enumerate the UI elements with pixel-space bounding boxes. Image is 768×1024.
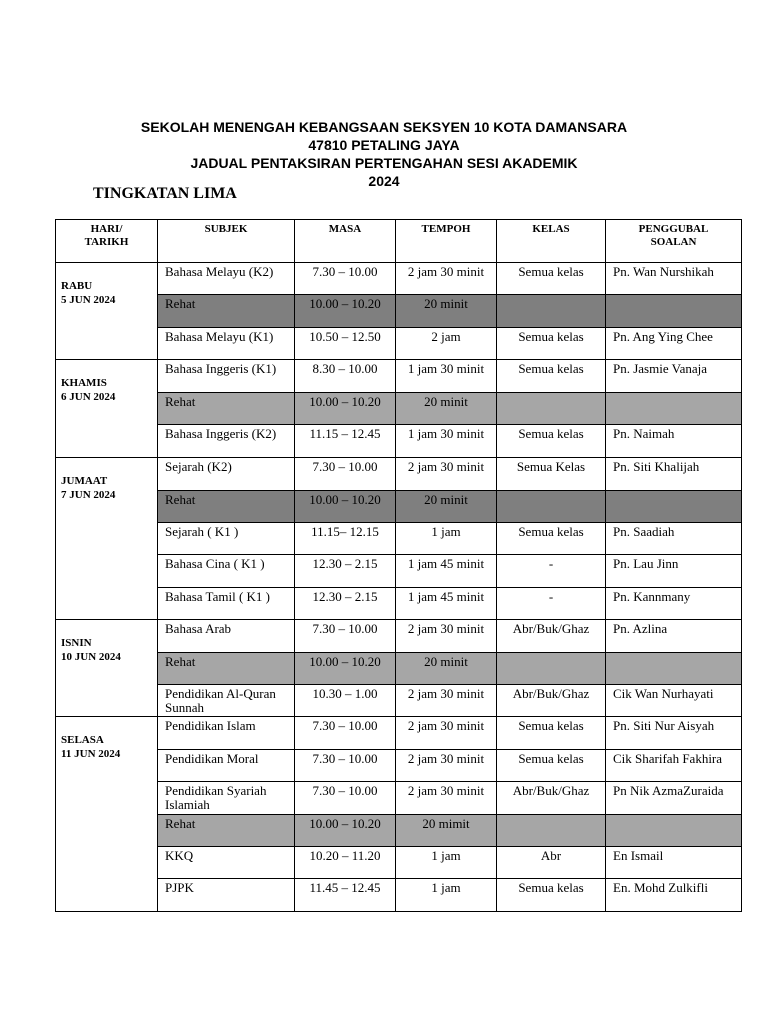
day-name: RABU	[61, 280, 93, 292]
day-name: KHAMIS	[61, 377, 107, 389]
table-row	[56, 620, 742, 653]
setter-cell	[606, 653, 742, 685]
class-cell: Semua kelas	[497, 425, 606, 458]
time-cell: 10.00 – 10.20	[295, 815, 396, 847]
time-cell: 11.45 – 12.45	[295, 879, 396, 912]
exam-schedule-table	[55, 219, 742, 912]
table-row	[56, 879, 742, 912]
duration-cell: 20 minit	[396, 295, 497, 328]
duration-cell: 2 jam 30 minit	[396, 717, 497, 750]
duration-cell: 20 minit	[396, 491, 497, 523]
duration-cell: 1 jam	[396, 523, 497, 555]
time-cell: 10.00 – 10.20	[295, 393, 396, 425]
document-title: JADUAL PENTAKSIRAN PERTENGAHAN SESI AKADEMIK	[190, 155, 578, 171]
class-cell	[497, 393, 606, 425]
header-duration: TEMPOH	[396, 220, 497, 263]
subject-cell: Rehat	[158, 393, 295, 425]
day-date: 7 JUN 2024	[61, 489, 116, 501]
setter-cell: Pn. Azlina	[606, 620, 742, 653]
time-cell: 7.30 – 10.00	[295, 620, 396, 653]
time-cell: 7.30 – 10.00	[295, 263, 396, 295]
school-address: 47810 PETALING JAYA	[308, 137, 460, 153]
setter-cell	[606, 295, 742, 328]
header-subject: SUBJEK	[158, 220, 295, 263]
time-cell: 7.30 – 10.00	[295, 458, 396, 491]
setter-cell: Cik Wan Nurhayati	[606, 685, 742, 717]
setter-cell: Cik Sharifah Fakhira	[606, 750, 742, 782]
class-cell: Abr/Buk/Ghaz	[497, 685, 606, 717]
setter-cell: Pn. Ang Ying Chee	[606, 328, 742, 360]
class-cell	[497, 653, 606, 685]
class-cell	[497, 491, 606, 523]
duration-cell: 1 jam 30 minit	[396, 425, 497, 458]
day-date: 10 JUN 2024	[61, 651, 121, 663]
subject-cell: Rehat	[158, 491, 295, 523]
schedule-body	[56, 263, 742, 912]
break-row	[56, 815, 742, 847]
duration-cell: 1 jam 45 minit	[396, 555, 497, 588]
header-setter: PENGGUBAL SOALAN	[606, 220, 742, 263]
subject-cell: Pendidikan Syariah Islamiah	[158, 782, 295, 815]
day-cell	[56, 458, 158, 620]
duration-cell: 2 jam 30 minit	[396, 750, 497, 782]
header-class: KELAS	[497, 220, 606, 263]
subject-cell: Bahasa Arab	[158, 620, 295, 653]
header-time: MASA	[295, 220, 396, 263]
table-row	[56, 782, 742, 815]
day-name: SELASA	[61, 734, 104, 746]
day-cell	[56, 717, 158, 912]
subject-cell: Bahasa Melayu (K2)	[158, 263, 295, 295]
table-row	[56, 425, 742, 458]
subject-cell: KKQ	[158, 847, 295, 879]
table-row	[56, 685, 742, 717]
setter-cell	[606, 491, 742, 523]
subject-cell: Sejarah ( K1 )	[158, 523, 295, 555]
setter-cell: Pn. Jasmie Vanaja	[606, 360, 742, 393]
duration-cell: 20 minit	[396, 653, 497, 685]
time-cell: 7.30 – 10.00	[295, 717, 396, 750]
duration-cell: 2 jam 30 minit	[396, 620, 497, 653]
class-cell: Abr/Buk/Ghaz	[497, 620, 606, 653]
subject-cell: Bahasa Melayu (K1)	[158, 328, 295, 360]
document-year: 2024	[368, 173, 400, 189]
class-cell: Semua Kelas	[497, 458, 606, 491]
subject-cell: Pendidikan Islam	[158, 717, 295, 750]
table-row	[56, 328, 742, 360]
setter-cell: Pn. Lau Jinn	[606, 555, 742, 588]
duration-cell: 1 jam	[396, 879, 497, 912]
break-row	[56, 491, 742, 523]
subject-cell: Bahasa Tamil ( K1 )	[158, 588, 295, 620]
setter-cell: Pn. Wan Nurshikah	[606, 263, 742, 295]
subject-cell: Rehat	[158, 815, 295, 847]
setter-cell: Pn. Saadiah	[606, 523, 742, 555]
break-row	[56, 295, 742, 328]
table-row	[56, 750, 742, 782]
time-cell: 11.15 – 12.45	[295, 425, 396, 458]
time-cell: 10.00 – 10.20	[295, 653, 396, 685]
class-cell: Semua kelas	[497, 879, 606, 912]
time-cell: 10.00 – 10.20	[295, 491, 396, 523]
day-name: ISNIN	[61, 637, 92, 649]
duration-cell: 2 jam 30 minit	[396, 782, 497, 815]
class-cell: Semua kelas	[497, 360, 606, 393]
class-cell: -	[497, 588, 606, 620]
class-cell: Abr/Buk/Ghaz	[497, 782, 606, 815]
class-cell: Semua kelas	[497, 328, 606, 360]
duration-cell: 20 minit	[396, 393, 497, 425]
duration-cell: 2 jam	[396, 328, 497, 360]
class-cell: -	[497, 555, 606, 588]
table-row	[56, 263, 742, 295]
time-cell: 10.30 – 1.00	[295, 685, 396, 717]
document-header	[0, 118, 768, 190]
class-cell: Semua kelas	[497, 523, 606, 555]
duration-cell: 20 mimit	[396, 815, 497, 847]
form-level: TINGKATAN LIMA	[93, 185, 237, 202]
day-date: 6 JUN 2024	[61, 391, 116, 403]
table-row	[56, 360, 742, 393]
setter-cell: Pn. Kannmany	[606, 588, 742, 620]
duration-cell: 1 jam 45 minit	[396, 588, 497, 620]
setter-cell	[606, 393, 742, 425]
setter-cell	[606, 815, 742, 847]
duration-cell: 1 jam	[396, 847, 497, 879]
table-row	[56, 523, 742, 555]
table-row	[56, 588, 742, 620]
setter-cell: En. Mohd Zulkifli	[606, 879, 742, 912]
time-cell: 10.00 – 10.20	[295, 295, 396, 328]
table-row	[56, 458, 742, 491]
subject-cell: PJPK	[158, 879, 295, 912]
time-cell: 11.15– 12.15	[295, 523, 396, 555]
subject-cell: Bahasa Inggeris (K2)	[158, 425, 295, 458]
break-row	[56, 393, 742, 425]
subject-cell: Rehat	[158, 295, 295, 328]
day-date: 11 JUN 2024	[61, 748, 121, 760]
duration-cell: 1 jam 30 minit	[396, 360, 497, 393]
table-row	[56, 717, 742, 750]
time-cell: 8.30 – 10.00	[295, 360, 396, 393]
subject-cell: Sejarah (K2)	[158, 458, 295, 491]
subject-cell: Pendidikan Al-Quran Sunnah	[158, 685, 295, 717]
table-row	[56, 555, 742, 588]
time-cell: 10.50 – 12.50	[295, 328, 396, 360]
subject-cell: Bahasa Inggeris (K1)	[158, 360, 295, 393]
table-header-row	[56, 220, 742, 263]
header-day: HARI/ TARIKH	[56, 220, 158, 263]
subject-cell: Bahasa Cina ( K1 )	[158, 555, 295, 588]
setter-cell: En Ismail	[606, 847, 742, 879]
class-cell	[497, 295, 606, 328]
class-cell: Semua kelas	[497, 750, 606, 782]
setter-cell: Pn. Siti Nur Aisyah	[606, 717, 742, 750]
time-cell: 12.30 – 2.15	[295, 555, 396, 588]
time-cell: 12.30 – 2.15	[295, 588, 396, 620]
day-date: 5 JUN 2024	[61, 294, 116, 306]
break-row	[56, 653, 742, 685]
setter-cell: Pn. Naimah	[606, 425, 742, 458]
school-name: SEKOLAH MENENGAH KEBANGSAAN SEKSYEN 10 KOTA DAMANSARA	[140, 119, 628, 135]
class-cell: Abr	[497, 847, 606, 879]
class-cell	[497, 815, 606, 847]
day-cell	[56, 263, 158, 360]
setter-cell: Pn. Siti Khalijah	[606, 458, 742, 491]
time-cell: 7.30 – 10.00	[295, 750, 396, 782]
class-cell: Semua kelas	[497, 717, 606, 750]
day-name: JUMAAT	[61, 475, 108, 487]
duration-cell: 2 jam 30 minit	[396, 458, 497, 491]
class-cell: Semua kelas	[497, 263, 606, 295]
day-cell	[56, 620, 158, 717]
duration-cell: 2 jam 30 minit	[396, 685, 497, 717]
day-cell	[56, 360, 158, 458]
subject-cell: Pendidikan Moral	[158, 750, 295, 782]
time-cell: 7.30 – 10.00	[295, 782, 396, 815]
subject-cell: Rehat	[158, 653, 295, 685]
setter-cell: Pn Nik AzmaZuraida	[606, 782, 742, 815]
table-row	[56, 847, 742, 879]
duration-cell: 2 jam 30 minit	[396, 263, 497, 295]
time-cell: 10.20 – 11.20	[295, 847, 396, 879]
